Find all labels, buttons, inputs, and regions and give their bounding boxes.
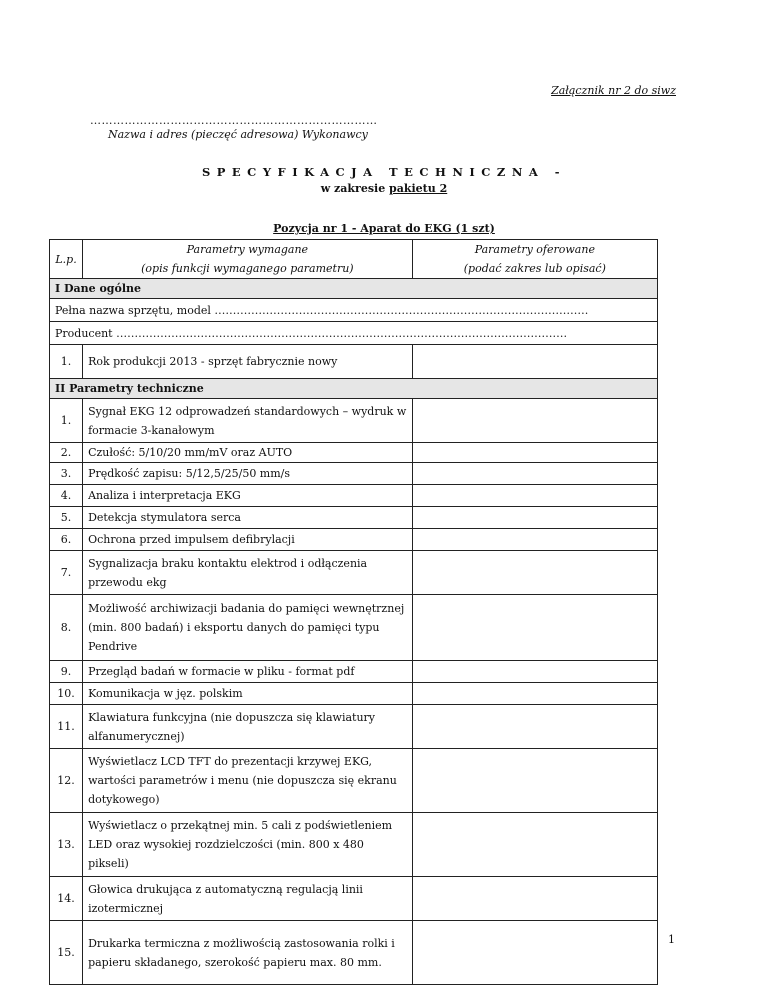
row-number: 8. <box>50 595 83 661</box>
row-parameter: Czułość: 5/10/20 mm/mV oraz AUTO <box>83 443 413 463</box>
offered-cell[interactable] <box>412 399 657 443</box>
table-row <box>50 705 658 749</box>
offered-cell[interactable] <box>412 661 657 683</box>
full-name-text: Pełna nazwa sprzętu, model ………………………………………………………………………………………… <box>50 299 658 322</box>
row-parameter: Sygnał EKG 12 odprowadzeń standardowych – wydruk w formacie 3-kanałowym <box>83 399 413 443</box>
row-parameter: Możliwość archiwizacji badania do pamięci wewnętrznej (min. 800 badań) i eksportu danych do pamięci typu Pendrive <box>83 595 413 661</box>
producer-row <box>50 322 658 345</box>
offered-cell[interactable] <box>412 683 657 705</box>
row-number: 5. <box>50 507 83 529</box>
table-row <box>50 551 658 595</box>
table-row <box>50 661 658 683</box>
section-title: I Dane ogólne <box>50 279 658 299</box>
signature-dots: ………………………………………………………………… <box>90 114 378 127</box>
offered-cell[interactable] <box>412 443 657 463</box>
annex-label: Załącznik nr 2 do siwz <box>551 84 676 97</box>
header-required: Parametry wymagane (opis funkcji wymaganego parametru) <box>83 240 413 279</box>
offered-cell[interactable] <box>412 595 657 661</box>
offered-cell[interactable] <box>412 705 657 749</box>
row-parameter: Ochrona przed impulsem defibrylacji <box>83 529 413 551</box>
row-number: 4. <box>50 485 83 507</box>
table-row <box>50 529 658 551</box>
offered-cell[interactable] <box>412 749 657 813</box>
row-parameter: Klawiatura funkcyjna (nie dopuszcza się klawiatury alfanumerycznej) <box>83 705 413 749</box>
row-parameter: Wyświetlacz LCD TFT do prezentacji krzywej EKG, wartości parametrów i menu (nie dopuszcza się ekranu dotykowego) <box>83 749 413 813</box>
row-parameter: Analiza i interpretacja EKG <box>83 485 413 507</box>
row-number: 6. <box>50 529 83 551</box>
row-number: 10. <box>50 683 83 705</box>
table-header-row <box>50 240 658 279</box>
row-number: 9. <box>50 661 83 683</box>
offered-cell[interactable] <box>412 921 657 985</box>
table-row <box>50 507 658 529</box>
document-subtitle: w zakresie pakietu 2 <box>320 182 448 195</box>
row-number: 1. <box>50 399 83 443</box>
offered-cell[interactable] <box>412 485 657 507</box>
contractor-caption: Nazwa i adres (pieczęć adresowa) Wykonawcy <box>108 128 368 141</box>
row-parameter: Wyświetlacz o przekątnej min. 5 cali z podświetleniem LED oraz wysokiej rozdzielczości (min. 800 x 480 pikseli) <box>83 813 413 877</box>
table-row <box>50 813 658 877</box>
section-row-technical <box>50 379 658 399</box>
full-name-row <box>50 299 658 322</box>
row-parameter: Rok produkcji 2013 - sprzęt fabrycznie nowy <box>83 345 413 379</box>
offered-cell[interactable] <box>412 551 657 595</box>
row-parameter: Drukarka termiczna z możliwością zastosowania rolki i papieru składanego, szerokość papieru max. 80 mm. <box>83 921 413 985</box>
row-number: 3. <box>50 463 83 485</box>
document-title: SPECYFIKACJA TECHNICZNA - <box>201 165 567 179</box>
offered-cell[interactable] <box>412 507 657 529</box>
row-number: 1. <box>50 345 83 379</box>
row-number: 11. <box>50 705 83 749</box>
row-parameter: Sygnalizacja braku kontaktu elektrod i odłączenia przewodu ekg <box>83 551 413 595</box>
page-number: 1 <box>668 933 675 946</box>
table-row <box>50 443 658 463</box>
section-title: II Parametry techniczne <box>50 379 658 399</box>
row-parameter: Głowica drukująca z automatyczną regulacją linii izotermicznej <box>83 877 413 921</box>
offered-cell[interactable] <box>412 813 657 877</box>
table-row <box>50 463 658 485</box>
package-reference: pakietu 2 <box>389 182 448 195</box>
producer-text: Producent …………………………………………………………………………………………………………… <box>50 322 658 345</box>
table-row <box>50 749 658 813</box>
table-row <box>50 877 658 921</box>
specification-table <box>49 239 658 985</box>
table-row <box>50 921 658 985</box>
table-row <box>50 399 658 443</box>
table-row <box>50 683 658 705</box>
row-number: 12. <box>50 749 83 813</box>
row-number: 7. <box>50 551 83 595</box>
position-heading: Pozycja nr 1 - Aparat do EKG (1 szt) <box>273 222 495 235</box>
table-row <box>50 595 658 661</box>
row-number: 15. <box>50 921 83 985</box>
offered-cell[interactable] <box>412 877 657 921</box>
offered-cell[interactable] <box>412 529 657 551</box>
row-parameter: Komunikacja w jęz. polskim <box>83 683 413 705</box>
offered-cell[interactable] <box>412 463 657 485</box>
header-lp: L.p. <box>50 240 83 279</box>
table-row <box>50 345 658 379</box>
row-parameter: Detekcja stymulatora serca <box>83 507 413 529</box>
table-row <box>50 485 658 507</box>
row-number: 2. <box>50 443 83 463</box>
row-parameter: Przegląd badań w formacie w pliku - format pdf <box>83 661 413 683</box>
row-number: 13. <box>50 813 83 877</box>
section-row-general <box>50 279 658 299</box>
row-number: 14. <box>50 877 83 921</box>
header-offered: Parametry oferowane (podać zakres lub opisać) <box>412 240 657 279</box>
offered-cell[interactable] <box>412 345 657 379</box>
row-parameter: Prędkość zapisu: 5/12,5/25/50 mm/s <box>83 463 413 485</box>
